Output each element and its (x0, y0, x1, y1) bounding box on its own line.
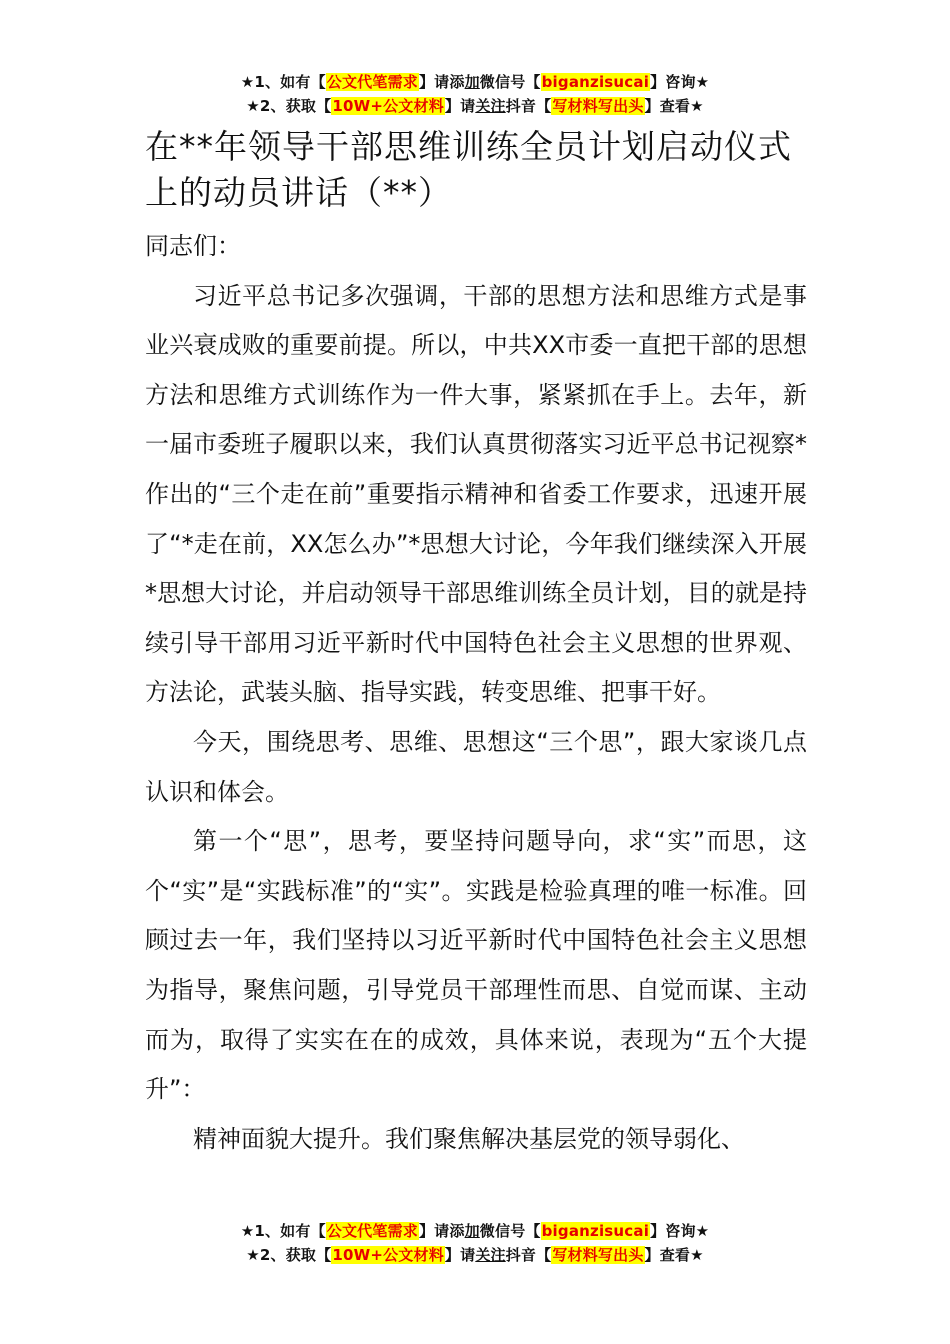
document-body (145, 222, 807, 1164)
promo-line-1: ★1、如有【公文代笔需求】请添加微信号【biganzisucai】咨询★ (240, 1222, 710, 1240)
bottom-promo-banner (0, 1219, 950, 1267)
promo-highlight: 10W+公文材料 (332, 1246, 444, 1264)
promo-highlight: 10W+公文材料 (332, 97, 444, 115)
promo-wechat-id: biganzisucai (541, 73, 650, 91)
paragraph: 今天，围绕思考、思维、思想这“三个思”，跟大家谈几点认识和体会。 (145, 727, 807, 806)
promo-highlight: 公文代笔需求 (326, 73, 418, 91)
promo-douyin-id: 写材料写出头 (552, 1246, 644, 1264)
top-promo-banner (0, 70, 950, 118)
promo-wechat-id: biganzisucai (541, 1222, 650, 1240)
promo-line-1: ★1、如有【公文代笔需求】请添加微信号【biganzisucai】咨询★ (240, 73, 710, 91)
promo-douyin-id: 写材料写出头 (552, 97, 644, 115)
promo-line-2: ★2、获取【10W+公文材料】请关注抖音【写材料写出头】查看★ (246, 97, 704, 115)
salutation: 同志们： (145, 232, 241, 260)
paragraph: 第一个“思”，思考，要坚持问题导向，求“实”而思，这个“实”是“实践标准”的“实”。实践是检验真理的唯一标准。回顾过去一年，我们坚持以习近平新时代中国特色社会主义思想为指导，聚焦问题，引导党员干部理性而思、自觉而谋、主动而为，取得了实实在在的成效，具体来说，表现为“五个大提升”： (145, 827, 807, 1104)
promo-line-2: ★2、获取【10W+公文材料】请关注抖音【写材料写出头】查看★ (246, 1246, 704, 1264)
paragraph: 习近平总书记多次强调，干部的思想方法和思维方式是事业兴衰成败的重要前提。所以，中共XX市委一直把干部的思想方法和思维方式训练作为一件大事，紧紧抓在手上。去年，新一届市委班子履职以来，我们认真贯彻落实习近平总书记视察*作出的“三个走在前”重要指示精神和省委工作要求，迅速开展了“*走在前，XX怎么办”*思想大讨论，今年我们继续深入开展*思想大讨论，并启动领导干部思维训练全员计划，目的就是持续引导干部用习近平新时代中国特色社会主义思想的世界观、方法论，武装头脑、指导实践，转变思维、把事干好。 (145, 281, 807, 707)
paragraph: 精神面貌大提升。我们聚焦解决基层党的领导弱化、 (193, 1124, 745, 1153)
document-title: 在**年领导干部思维训练全员计划启动仪式上的动员讲话（**） (145, 127, 792, 212)
promo-highlight: 公文代笔需求 (326, 1222, 418, 1240)
